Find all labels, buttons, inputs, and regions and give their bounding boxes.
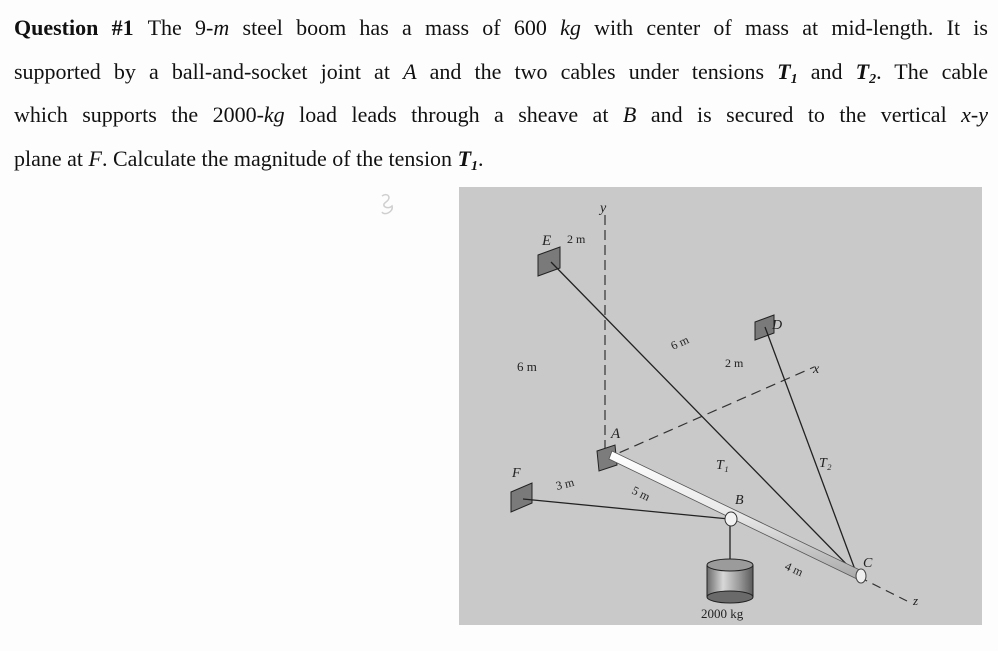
wall-plate-E xyxy=(538,247,560,276)
dim-6m-diag: 6 m xyxy=(668,332,691,353)
problem-line-1: Question #1 The 9-m steel boom has a mass of 600 kg with center of mass at mid-length. It is xyxy=(14,15,988,40)
load-drum-bottom xyxy=(707,591,753,603)
boom-end-C xyxy=(856,569,866,583)
wall-plate-F xyxy=(511,483,532,512)
dim-6m-left: 6 m xyxy=(517,359,537,374)
point-D-label: D xyxy=(772,318,783,333)
problem-line-4: plane at F. Calculate the magnitude of the tension $T_1$. xyxy=(14,145,484,174)
problem-line-3: which supports the 2000-kg load leads through a sheave at B and is secured to the vertical x-y xyxy=(14,102,988,127)
point-C-label: C xyxy=(863,556,873,571)
problem-line-2: supported by a ball-and-socket joint at A and the two cables under tensions $T_1$ and $T_2$. The cable xyxy=(14,58,989,87)
tension-T2-label: T₂ xyxy=(819,456,832,471)
dim-2m-top: 2 m xyxy=(567,232,586,246)
question-label: Question #1 xyxy=(14,15,134,40)
load-mass-label: 2000 kg xyxy=(701,606,744,621)
axis-y-label: y xyxy=(600,201,607,216)
x-axis-line xyxy=(605,367,814,459)
problem-statement xyxy=(14,6,988,180)
dim-4m: 4 m xyxy=(782,558,806,580)
pencil-scribble xyxy=(374,190,404,220)
axis-x-label: x xyxy=(813,362,820,377)
cable-T1 xyxy=(551,262,857,575)
z-axis-line xyxy=(859,577,907,601)
point-A-label: A xyxy=(611,426,621,442)
dim-3m: 3 m xyxy=(554,474,576,493)
dim-2m-right: 2 m xyxy=(725,356,744,370)
tension-T1-label: T₁ xyxy=(716,458,729,473)
point-F-label: F xyxy=(512,466,521,481)
boom-figure xyxy=(459,187,982,625)
load-drum-top xyxy=(707,559,753,571)
axis-z-label: z xyxy=(913,593,919,608)
point-B-label: B xyxy=(735,493,744,508)
sheave-B xyxy=(725,512,737,526)
dim-5m: 5 m xyxy=(629,483,653,504)
point-E-label: E xyxy=(542,233,552,249)
boom-diagram xyxy=(459,187,982,625)
